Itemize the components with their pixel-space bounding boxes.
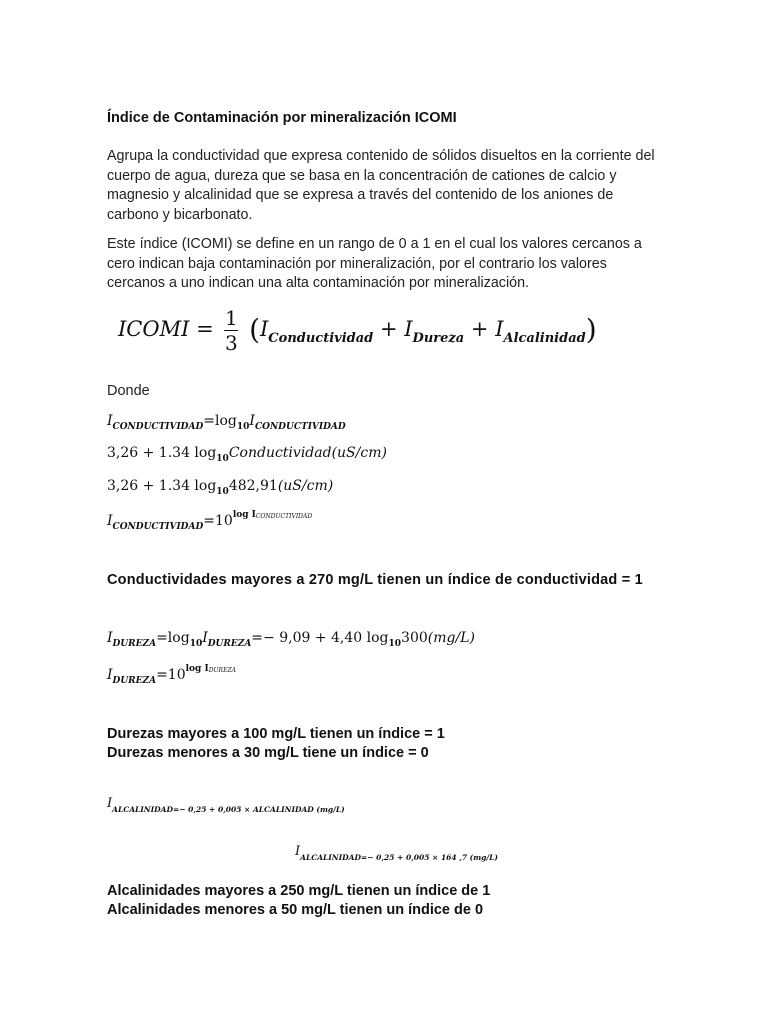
exponent: log I — [232, 510, 256, 520]
sub-dureza: Dureza — [412, 331, 465, 346]
alcalinidad-note-1: Alcalinidades mayores a 250 mg/L tienen un índice de 1 — [107, 883, 491, 899]
exponent-sub: CONDUCTIVIDAD — [255, 513, 313, 520]
fraction-denominator: 3 — [225, 331, 238, 355]
sub-conductividad: CONDUCTIVIDAD — [112, 422, 204, 432]
sub-dureza: DUREZA — [112, 676, 157, 686]
dureza-note-2: Durezas menores a 30 mg/L tiene un índice = 0 — [107, 745, 429, 761]
i-symbol: I — [202, 630, 208, 646]
alcalinidad-note-2: Alcalinidades menores a 50 mg/L tienen un índice de 0 — [107, 902, 484, 918]
formula-rest: =− 9,09 + 4,40 log — [251, 630, 389, 646]
value: 300 — [401, 630, 428, 646]
conductividad-note: Conductividades mayores a 270 mg/L tienen un índice de conductividad = 1 — [107, 572, 643, 588]
close-paren: ) — [585, 313, 597, 346]
alcalinidad-expression: ALCALINIDAD=− 0,25 + 0,005 × 164 ,7 (mg/L) — [300, 853, 498, 862]
page-title: Índice de Contaminación por mineralización ICOMI — [107, 110, 457, 126]
sub-dureza: DUREZA — [207, 639, 252, 649]
unit: (uS/cm) — [331, 445, 387, 461]
sub-conductividad: CONDUCTIVIDAD — [112, 522, 204, 532]
log-base: 10 — [236, 422, 250, 432]
one-third-fraction — [224, 306, 238, 355]
sub-dureza: DUREZA — [112, 639, 157, 649]
log-base: 10 — [216, 487, 229, 497]
exponent-sub: DUREZA — [208, 667, 236, 674]
formula-prefix: 3,26 + 1.34 log — [107, 445, 217, 461]
log-base: 10 — [189, 639, 203, 649]
conductividad-formula-3 — [107, 478, 333, 497]
alcalinidad-formula-1 — [107, 795, 345, 814]
icomi-lhs: ICOMI — [118, 317, 190, 341]
plus-sign: + — [470, 317, 489, 341]
fraction-numerator: 1 — [225, 306, 238, 330]
unit: (uS/cm) — [277, 478, 334, 494]
i-alcalinidad-term — [495, 317, 586, 346]
log-base: 10 — [216, 454, 229, 464]
conductividad-formula-4 — [107, 510, 312, 532]
i-symbol: I — [495, 317, 504, 341]
i-symbol: I — [260, 317, 269, 341]
paragraph-2: Este índice (ICOMI) se define en un rango de 0 a 1 en el cual los valores cercanos a cero indican baja contaminación por mineralización, por el contrario los valores cercanos a uno indican una alta contaminación por mineralización. — [107, 236, 642, 291]
ten-power: =10 — [156, 667, 186, 683]
exponent: log I — [185, 664, 209, 674]
log-base: 10 — [388, 639, 402, 649]
donde-label: Donde — [107, 383, 150, 399]
dureza-formula-2 — [107, 664, 236, 686]
dureza-note-1: Durezas mayores a 100 mg/L tienen un índice = 1 — [107, 726, 445, 742]
i-symbol: I — [404, 317, 413, 341]
i-conductividad-term — [260, 317, 374, 346]
sub-conductividad: Conductividad — [268, 331, 374, 346]
sub-conductividad: CONDUCTIVIDAD — [254, 422, 346, 432]
i-symbol: I — [107, 513, 113, 529]
i-symbol: I — [107, 630, 113, 646]
paragraph-1: Agrupa la conductividad que expresa contenido de sólidos disueltos en la corriente del cuerpo de agua, dureza que se basa en la concentración de cationes de calcio y magnesio y alcalinidad que se expresa a través del contenido de los aniones de carbono y bicarbonato. — [107, 148, 655, 223]
alcalinidad-formula-2 — [295, 843, 498, 862]
conductividad-formula-2 — [107, 445, 387, 464]
conductividad-formula-1 — [107, 413, 346, 432]
open-paren: ( — [249, 313, 260, 346]
i-dureza-term — [404, 317, 465, 346]
icomi-equals: = — [196, 317, 214, 341]
ten-power: =10 — [203, 513, 233, 529]
i-symbol: I — [295, 844, 301, 859]
variable: Conductividad — [228, 445, 332, 461]
i-symbol: I — [249, 413, 255, 429]
value: 482,91 — [228, 478, 278, 494]
unit: (mg/L) — [427, 630, 475, 646]
alcalinidad-expression: ALCALINIDAD=− 0,25 + 0,005 × ALCALINIDAD (mg/L) — [112, 805, 345, 814]
plus-sign: + — [379, 317, 398, 341]
i-symbol: I — [107, 667, 113, 683]
icomi-equation — [118, 306, 597, 355]
log-text: =log — [156, 630, 190, 646]
i-symbol: I — [107, 413, 113, 429]
dureza-formula-1 — [107, 630, 475, 649]
i-symbol: I — [107, 796, 113, 811]
formula-prefix: 3,26 + 1.34 log — [107, 478, 217, 494]
sub-alcalinidad: Alcalinidad — [503, 331, 586, 346]
log-text: =log — [203, 413, 237, 429]
